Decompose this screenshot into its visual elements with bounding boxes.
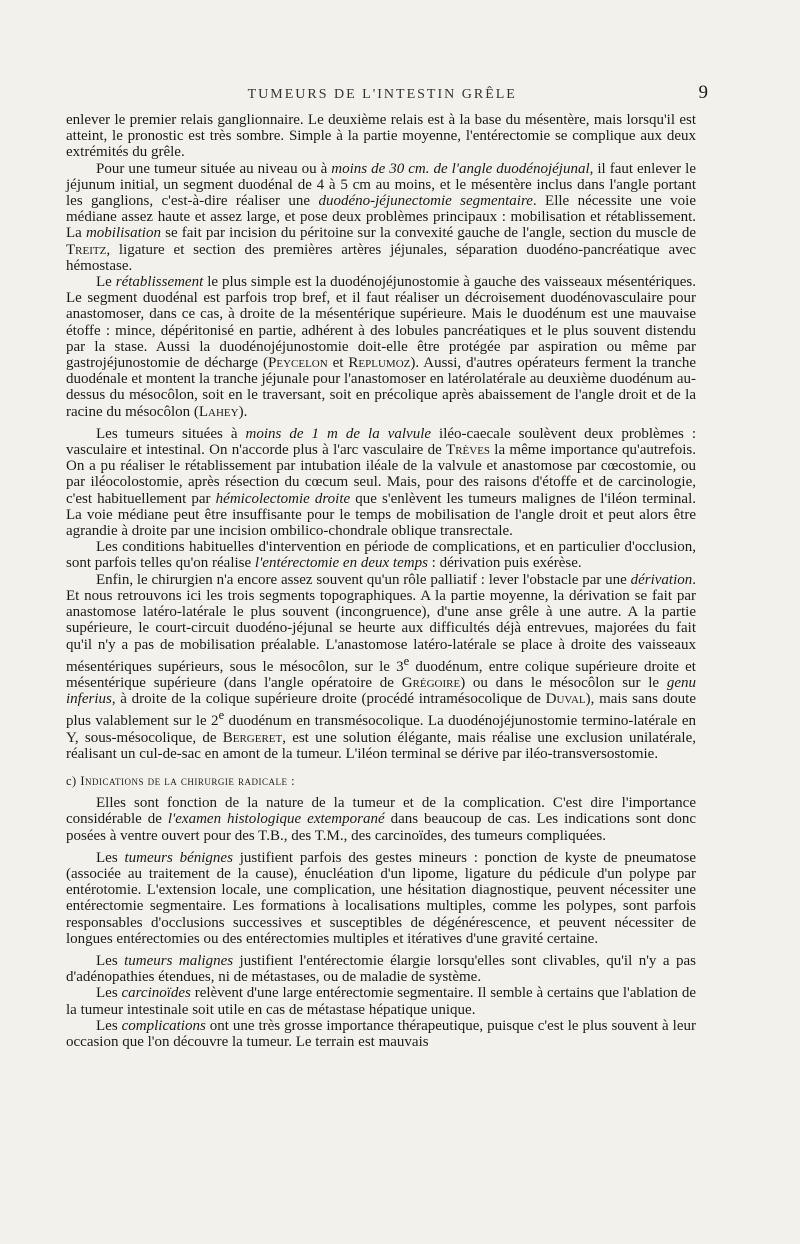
section-heading-title: Indications de la chirurgie radicale : bbox=[80, 773, 296, 788]
paragraph: Les tumeurs malignes justifient l'entérectomie élargie lorsqu'elles sont clivables, qu'il n'y a pas d'adénopathies étendues, ni de métastases, ou de maladie de système. bbox=[66, 952, 696, 986]
paragraph: enlever le premier relais ganglionnaire. Le deuxième relais est à la base du mésentère, mais lorsqu'il est atteint, le pronostic est très sombre. Simple à la partie moyenne, l'entérectomie se complique aux deux extrémités du grêle. bbox=[66, 112, 696, 161]
paragraph: Pour une tumeur située au niveau ou à moins de 30 cm. de l'angle duodénojéjunal, il faut enlever le jéjunum initial, un segment duodénal de 4 à 5 cm au moins, et le mésentère inclus dans l'angle portant les ganglions, c'est-à-dire réaliser une duodéno-jéjunectomie segmentaire. Elle nécessite une voie médiane assez haute et assez large, et pose deux problèmes principaux : mobilisation et rétablissement. La mobilisation se fait par incision du péritoine sur la convexité gauche de l'angle, section du muscle de Treitz, ligature et section des premières artères jéjunales, séparation duodéno-pancréatique avec hémostase. bbox=[66, 160, 697, 274]
paragraph: Les conditions habituelles d'intervention en période de complications, et en particulier d'occlusion, sont parfois telles qu'on réalise l'entérectomie en deux temps : dérivation puis exérèse. bbox=[66, 539, 696, 572]
paragraph: Enfin, le chirurgien n'a encore assez souvent qu'un rôle palliatif : lever l'obstacle par une dérivation. Et nous retrouvons ici les trois segments topographiques. A la partie moyenne, la dérivation se fait par anastomose latéro-latérale le plus souvent (incongruence), d'une anse grêle à une autre. A la partie supérieure, le court-circuit duodéno-jéjunal se heurte aux difficultés déjà entrevues, majorées du fait qu'il n'y a pas de mobilisation préalable. L'anastomose latéro-latérale se place à droite des vaisseaux mésentériques supérieurs, sous le mésocôlon, sur le 3e duodénum, entre colique supérieure droite et mésentérique supérieure (dans l'angle opératoire de Grégoire) ou dans le mésocôlon sur le genu inferius, à droite de la colique supérieure droite (procédé intramésocolique de Duval), mais sans doute plus valablement sur le 2e duodénum en transmésocolique. La duodénojéjunostomie termino-latérale en Y, sous-mésocolique, de Bergeret, est une solution élégante, mais réalise une exclusion unilatérale, réalisant un cul-de-sac en amont de la tumeur. L'iléon terminal se dérive par iléo-transversostomie. bbox=[66, 571, 697, 762]
paragraph: Elles sont fonction de la nature de la tumeur et de la complication. C'est dire l'importance considérable de l'examen histologique extemporané dans beaucoup de cas. Les indications sont donc posées à ventre ouvert pour des T.B., des T.M., des carcinoïdes, des tumeurs compliquées. bbox=[66, 795, 696, 844]
page-number: 9 bbox=[698, 82, 708, 103]
section-heading-label: c) bbox=[66, 773, 81, 788]
page-header bbox=[66, 82, 708, 104]
paragraph: Les complications ont une très grosse importance thérapeutique, puisque c'est le plus souvent à leur occasion que l'on découvre la tumeur. Le terrain est mauvais bbox=[66, 1017, 696, 1050]
paragraph: Le rétablissement le plus simple est la duodénojéjunostomie à gauche des vaisseaux mésentériques. Le segment duodénal est parfois trop bref, et il faut réaliser un décroisement duodénovasculaire pour anastomoser, dans ce cas, à droite de la mésentérique supérieure. Mais le duodénum est une mauvaise étoffe : mince, dépéritonisé en partie, adhérent à des lobules pancréatiques et le plus souvent distendu par la stase. Aussi la duodénojéjunostomie doit-elle être protégée par aspiration ou même par gastrojéjunostomie de décharge (Peycelon et Replumoz). Aussi, d'autres opérateurs ferment la tranche duodénale et montent la tranche jéjunale pour l'anastomoser en latérolatérale au deuxième duodénum au-dessus du mésocôlon, soit en le traversant, soit en précolique après abaissement de l'angle droit et de la racine du mésocôlon (Lahey). bbox=[66, 274, 697, 420]
section-heading bbox=[66, 773, 696, 789]
paragraph: Les carcinoïdes relèvent d'une large entérectomie segmentaire. Il semble à certains que l'ablation de la tumeur intestinale soit utile en cas de métastase hépatique unique. bbox=[66, 985, 696, 1018]
paragraph: Les tumeurs bénignes justifient parfois des gestes mineurs : ponction de kyste de pneumatose (associée au traitement de la cause), énucléation d'un lipome, ligature du pédicule d'un polype par entérotomie. L'extension locale, une complication, une hésitation diagnostique, peuvent nécessiter une entérectomie segmentaire. Les formations à localisations multiples, comme les polypes, sont parfois responsables d'occlusions successives et susceptibles de dégénérescence, et peuvent nécessiter de longues entérectomies ou des entérectomies multiples et itératives d'une gravité certaine. bbox=[66, 849, 696, 947]
paragraphs-before bbox=[66, 112, 696, 762]
paragraphs-after bbox=[66, 795, 696, 1050]
paragraph: Les tumeurs situées à moins de 1 m de la valvule iléo-caecale soulèvent deux problèmes : vasculaire et intestinal. On n'accorde plus à l'arc vasculaire de Trèves la même importance qu'autrefois. On a pu réaliser le rétablissement par intubation iléale de la valvule et anastomose par cœcostomie, ou par iléocolostomie, après résection du cœcum seul. Mais, pour des raisons d'étoffe et de carcinologie, c'est habituellement par hémicolectomie droite que s'enlèvent les tumeurs malignes de l'iléon terminal. La voie médiane peut être insuffisante pour le temps de mobilisation de l'angle droit et peut alors être agrandie à droite par une incision ombilico-chondrale oblique transrectale. bbox=[66, 425, 696, 540]
running-title: TUMEURS DE L'INTESTIN GRÊLE bbox=[247, 87, 517, 102]
page-body bbox=[66, 112, 696, 1050]
